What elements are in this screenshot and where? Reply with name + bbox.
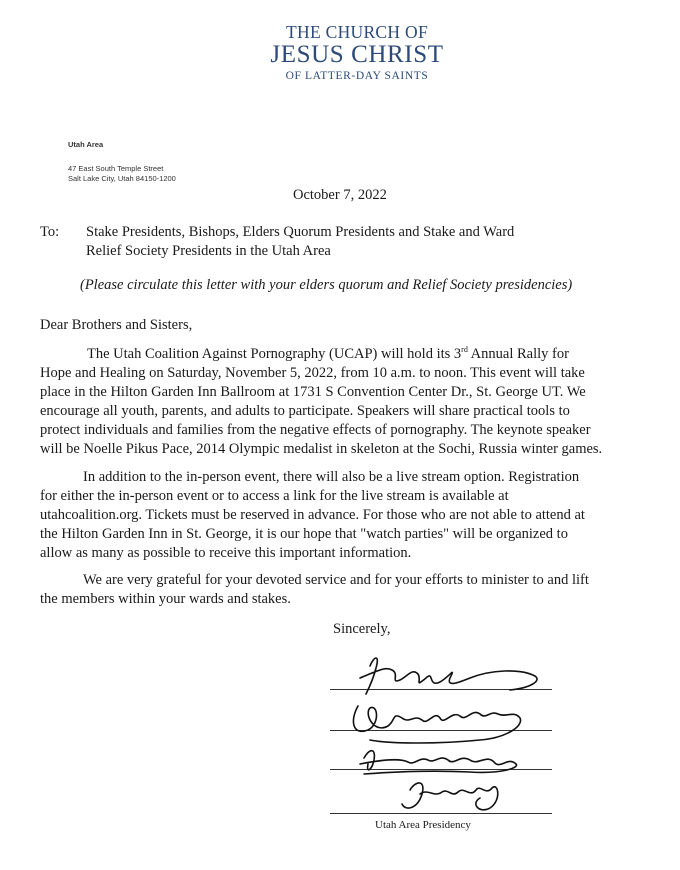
signature-1 (360, 658, 537, 694)
paragraph-line: the members within your wards and stakes. (40, 591, 291, 608)
handwritten-signatures (330, 648, 560, 823)
logo-line-1: THE CHURCH OF (286, 22, 428, 42)
ordinal-suffix: rd (461, 345, 468, 354)
paragraph-line: The Utah Coalition Against Pornography (UCAP) will hold its 3rd Annual Rally for (87, 345, 569, 362)
paragraph-rally (40, 345, 650, 460)
logo-line-3: OF LATTER-DAY SAINTS (285, 70, 429, 82)
recipients-line-2: Relief Society Presidents in the Utah Area (86, 243, 331, 259)
closing: Sincerely, (333, 621, 391, 637)
paragraph-livestream (40, 468, 650, 563)
sender-address-line-2: Salt Lake City, Utah 84150-1200 (68, 174, 176, 183)
sender-area: Utah Area (68, 140, 104, 149)
paragraph-line: allow as many as possible to receive this important information. (40, 545, 412, 562)
sender-address-line-1: 47 East South Temple Street (68, 164, 164, 173)
paragraph-line: for either the in-person event or to access a link for the live stream is available at (40, 488, 509, 505)
paragraph-line: protect individuals and families from the negative effects of pornography. The keynote speaker (40, 422, 591, 439)
paragraph-line: We are very grateful for your devoted service and for your efforts to minister to and lift (83, 572, 589, 588)
circulation-note: (Please circulate this letter with your elders quorum and Relief Society presidencies) (80, 277, 573, 293)
recipients-label: To: (40, 224, 60, 240)
recipients-line-1: Stake Presidents, Bishops, Elders Quorum Presidents and Stake and Ward (86, 224, 515, 240)
paragraph-line: In addition to the in-person event, there will also be a live stream option. Registration (83, 469, 580, 485)
church-logo (262, 22, 452, 84)
signature-4 (402, 783, 498, 810)
signature-caption: Utah Area Presidency (375, 819, 471, 831)
greeting: Dear Brothers and Sisters, (40, 317, 193, 333)
signature-3 (360, 751, 517, 774)
paragraph-line: Hope and Healing on Saturday, November 5, 2022, from 10 a.m. to noon. This event will take (40, 365, 585, 382)
paragraph-line: place in the Hilton Garden Inn Ballroom at 1731 S Convention Center Dr., St. George UT. We (40, 384, 586, 401)
logo-line-2: JESUS CHRIST (270, 41, 444, 68)
paragraph-line: encourage all youth, parents, and adults to participate. Speakers will share practical tools to (40, 403, 570, 420)
paragraph-line: the Hilton Garden Inn in St. George, it is our hope that "watch parties" will be organized to (40, 526, 568, 543)
letter-date: October 7, 2022 (293, 187, 387, 203)
signature-2 (353, 706, 520, 743)
paragraph-gratitude (40, 571, 650, 609)
paragraph-line: will be Noelle Pikus Pace, 2014 Olympic medalist in skeleton at the Sochi, Russia winter games. (40, 441, 603, 458)
paragraph-line: utahcoalition.org. Tickets must be reserved in advance. For those who are not able to attend at (40, 507, 585, 524)
